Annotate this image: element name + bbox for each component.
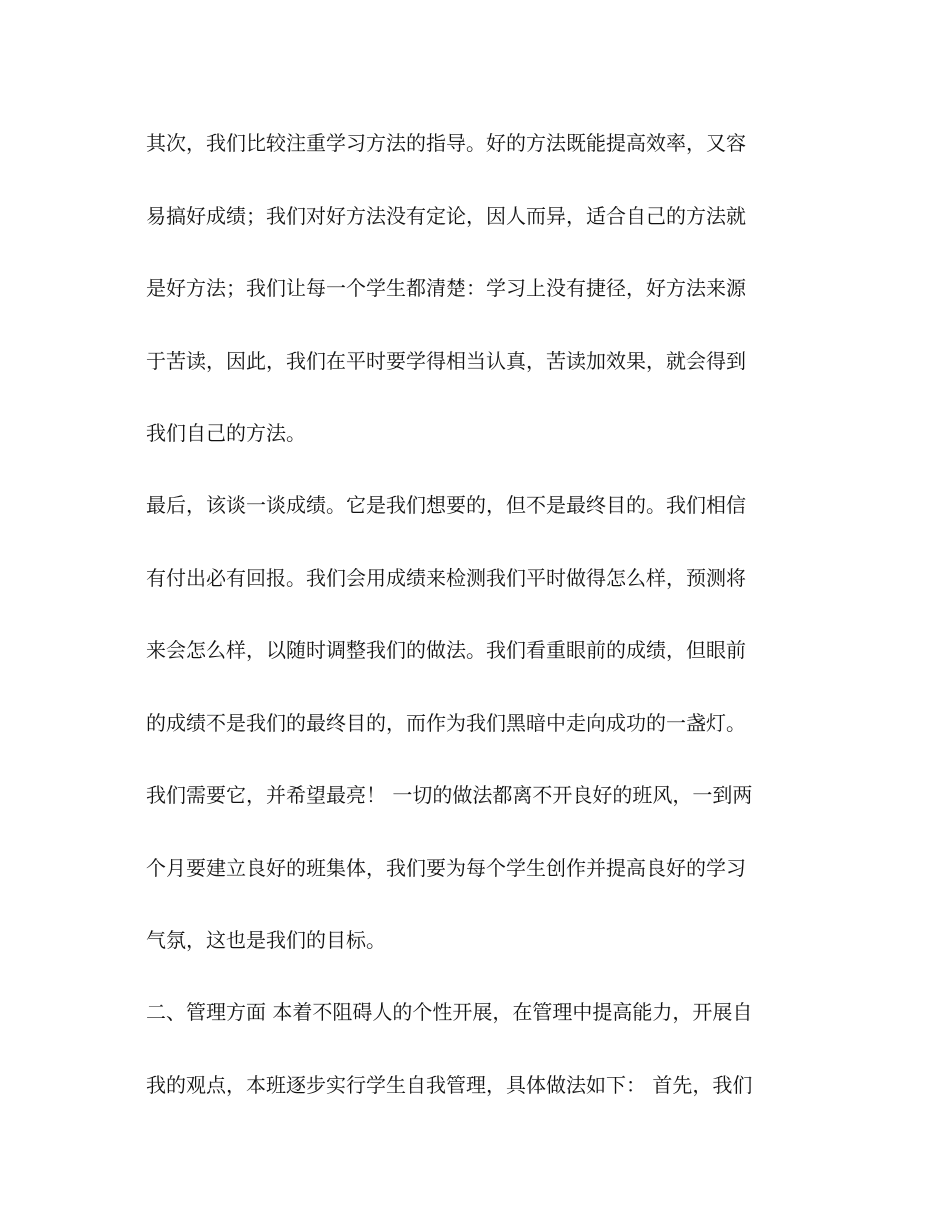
- text-line-11: 个月要建立良好的班集体，我们要为每个学生创作并提高良好的学习: [146, 856, 746, 880]
- text-line-4: 于苦读，因此，我们在平时要学得相当认真，苦读加效果，就会得到: [146, 349, 746, 373]
- text-line-1: 其次，我们比较注重学习方法的指导。好的方法既能提高效率，又容: [146, 131, 746, 155]
- text-line-13: 二、管理方面 本着不阻碍人的个性开展，在管理中提高能力，开展自: [146, 1000, 753, 1024]
- text-line-9: 的成绩不是我们的最终目的，而作为我们黑暗中走向成功的一盏灯。: [146, 711, 746, 735]
- text-line-5: 我们自己的方法。: [146, 421, 306, 445]
- text-line-7: 有付出必有回报。我们会用成绩来检测我们平时做得怎么样，预测将: [146, 566, 746, 590]
- text-line-6: 最后，该谈一谈成绩。它是我们想要的，但不是最终目的。我们相信: [146, 493, 746, 517]
- text-line-14: 我的观点，本班逐步实行学生自我管理，具体做法如下： 首先，我们: [146, 1073, 753, 1097]
- text-line-8: 来会怎么样，以随时调整我们的做法。我们看重眼前的成绩，但眼前: [146, 638, 746, 662]
- text-line-10: 我们需要它，并希望最亮！ 一切的做法都离不开良好的班风，一到两: [146, 783, 753, 807]
- text-line-2: 易搞好成绩；我们对好方法没有定论，因人而异，适合自己的方法就: [146, 204, 746, 228]
- text-line-3: 是好方法；我们让每一个学生都清楚：学习上没有捷径，好方法来源: [146, 276, 746, 300]
- text-line-12: 气氛，这也是我们的目标。: [146, 928, 386, 952]
